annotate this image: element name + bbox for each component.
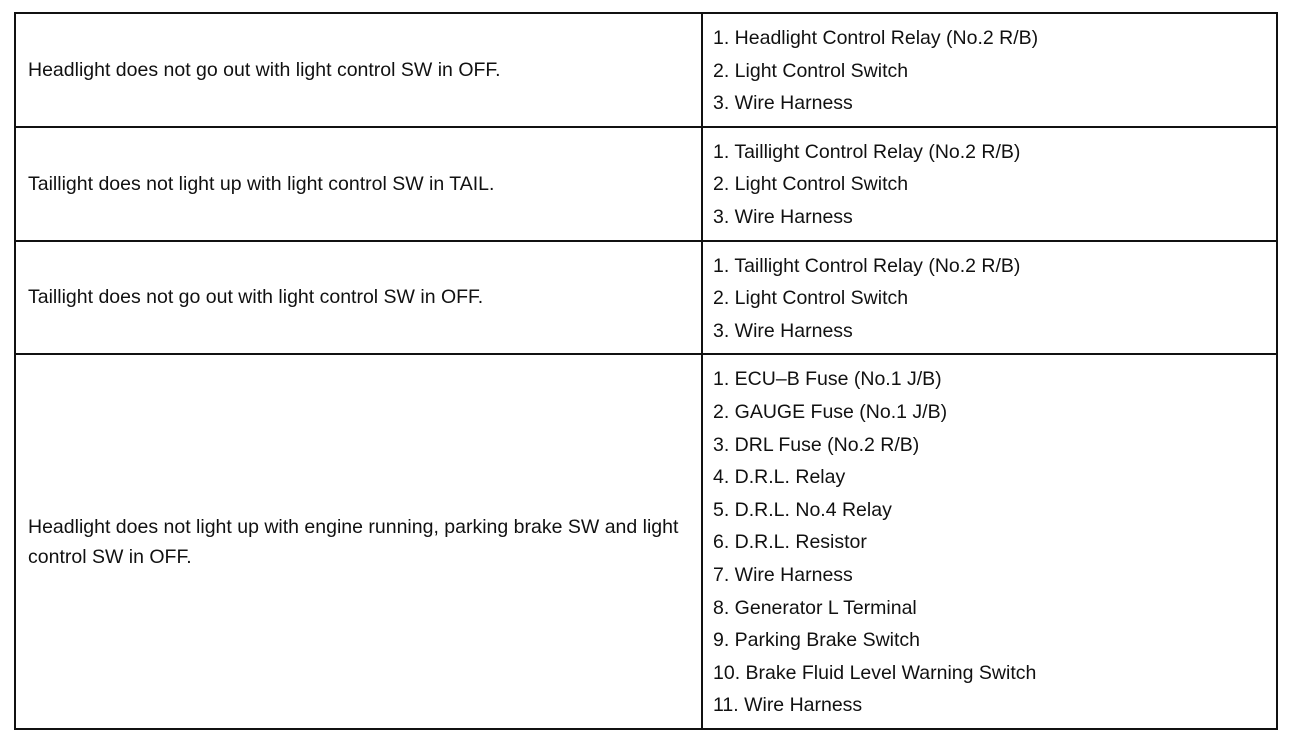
list-item: 3. Wire Harness: [713, 319, 853, 342]
troubleshooting-table: [14, 12, 1278, 730]
list-item: 2. Light Control Switch: [713, 287, 909, 310]
list-item: 9. Parking Brake Switch: [713, 629, 921, 652]
list-item: 2. Light Control Switch: [713, 173, 909, 196]
list-item: 1. Headlight Control Relay (No.2 R/B): [713, 27, 1039, 49]
parts-list: [713, 14, 1276, 126]
parts-cell: [702, 127, 1277, 241]
list-item: 1. Taillight Control Relay (No.2 R/B): [713, 254, 1021, 277]
symptom-cell: Taillight does not go out with light control SW in OFF.: [15, 241, 702, 355]
list-item: 3. Wire Harness: [713, 92, 853, 115]
parts-list: [713, 242, 1276, 354]
list-item: 7. Wire Harness: [713, 563, 853, 586]
symptom-cell: Taillight does not light up with light control SW in TAIL.: [15, 127, 702, 241]
list-item: 11. Wire Harness: [713, 694, 863, 717]
parts-list: [713, 128, 1276, 240]
parts-cell: [702, 354, 1277, 729]
table-row: [15, 127, 1277, 241]
parts-cell: [702, 241, 1277, 355]
parts-cell: [702, 13, 1277, 127]
list-item: 2. Light Control Switch: [713, 59, 909, 82]
list-item: 3. DRL Fuse (No.2 R/B): [713, 433, 920, 456]
list-item: 2. GAUGE Fuse (No.1 J/B): [713, 400, 948, 423]
list-item: 5. D.R.L. No.4 Relay: [713, 498, 892, 521]
list-item: 3. Wire Harness: [713, 205, 853, 228]
list-item: 4. D.R.L. Relay: [713, 466, 846, 489]
symptom-cell: Headlight does not go out with light control SW in OFF.: [15, 13, 702, 127]
parts-list: [713, 355, 1276, 728]
list-item: 6. D.R.L. Resistor: [713, 531, 867, 554]
list-item: 10. Brake Fluid Level Warning Switch: [713, 661, 1037, 684]
table-row: [15, 354, 1277, 729]
table-row: [15, 13, 1277, 127]
symptom-cell: Headlight does not light up with engine running, parking brake SW and light control SW in OFF.: [15, 354, 702, 729]
table-row: [15, 241, 1277, 355]
list-item: 1. Taillight Control Relay (No.2 R/B): [713, 140, 1021, 163]
list-item: 1. ECU–B Fuse (No.1 J/B): [713, 368, 942, 391]
list-item: 8. Generator L Terminal: [713, 596, 917, 619]
